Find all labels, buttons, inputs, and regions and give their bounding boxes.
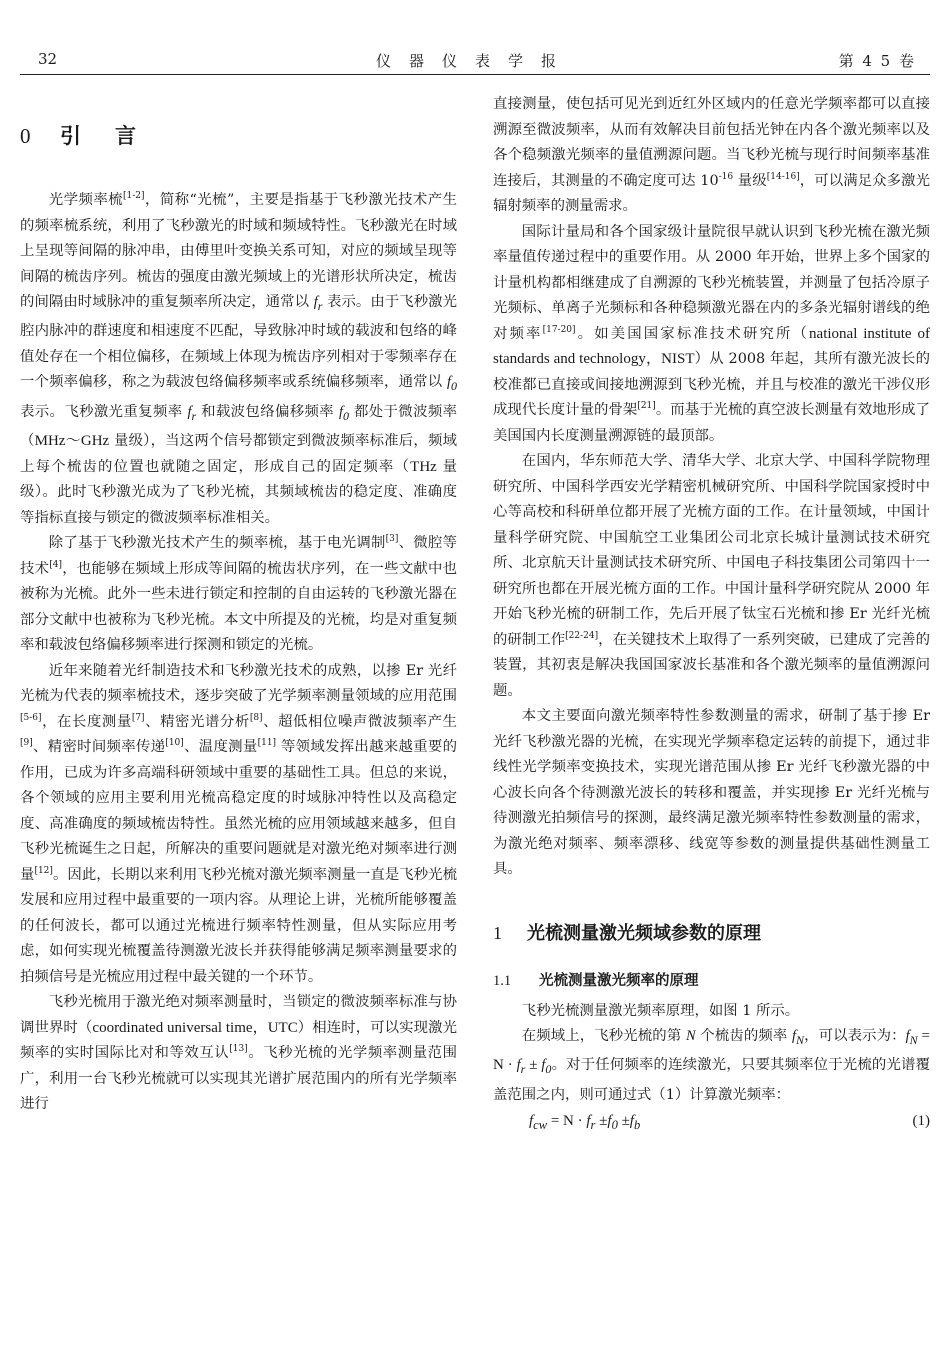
section-number: 1 [493,922,502,943]
citation: [11] [257,738,277,749]
citation: [9] [20,738,33,749]
citation: [8] [249,712,263,723]
subsection-heading-1-1 [493,969,930,993]
paragraph: 除了基于飞秒激光技术产生的频率梳，基于电光调制[3]、微腔等技术[4]，也能够在频域上形成等间隔的梳齿状序列，在一些文献中也被称为光梳。此外一些未进行锁定和控制的自由运转的飞秒激光器在部分文献中也被称为飞秒光梳。本文中所提及的光梳，均是对重复频率和载波包络偏移频率进行探测和锁定的光梳。 [20,534,457,654]
paragraph: 本文主要面向激光频率特性参数测量的需求，研制了基于掺 Er 光纤飞秒激光器的光梳，在实现光学频率稳定运转的前提下，通过非线性光学频率变换技术，实现光谱范围从掺 Er 光纤飞秒激光器的中心波长向各个待测激光波长的转移和覆盖，并实现掺 Er 光纤光梳与待测激光拍频信号的探测，最终满足激光频率特性参数测量的需求，为激光绝对频率、频率漂移、线宽等参数的测量提供基础性测量工具。 [493,708,930,877]
page-header [20,40,930,75]
subsection-number: 1.1 [493,972,512,989]
exponent: -16 [718,171,734,182]
page-number: 32 [38,50,58,68]
paragraph: 飞秒光梳测量激光频率原理，如图 1 所示。 [521,1002,800,1019]
citation: [17-20] [542,324,576,335]
subsection-title: 光梳测量激光频率的原理 [539,972,699,989]
citation: [21] [637,401,656,412]
journal-title: 仪器仪表学报 [375,52,574,70]
paragraph: 国际计量局和各个国家级计量院很早就认识到飞秒光梳在激光频率量值传递过程中的重要作用。从 2000 年开始，世界上多个国家的计量机构都相继建成了自溯源的飞秒光梳装置，并测量了包括冷原子光频标、单离子光频标和各种稳频激光器在内的多条光辐射谱线的绝对频率[17-20]。如美国国家标准技术研究所（national institute of standards and technology，NIST）从 2008 年起，其所有激光波长的校准都已直接或间接地溯源到飞秒光梳，并且与校准的激光干涉仪形成现代长度计量的骨架[21]。而基于光梳的真空波长测量有效地形成了美国国内长度测量溯源链的最顶部。 [493,223,930,444]
equation-1: $f_{cw} = N \cdot f_r \pm f_0 \pm f_b$ (1) [493,1108,930,1134]
paragraph: 在国内，华东师范大学、清华大学、北京大学、中国科学院物理研究所、中国科学西安光学精密机械研究所、中国科学院国家授时中心等高校和科研单位都开展了光梳方面的工作。在计量领域，中国计量科学研究院、中国航空工业集团公司北京长城计量测试技术研究所、北京航天计量测试技术研究所、中国电子科技集团公司第四十一研究所也都在开展光梳方面的工作。中国计量科学研究院从 2000 年开始飞秒光梳的研制工作，先后开展了钛宝石光梳和掺 Er 光纤光梳的研制工作[22-24]，在关键技术上取得了一系列突破，已建成了完善的装置，其初衷是解决我国国家波长基准和各个激光频率的量值溯源问题。 [493,453,930,699]
citation: [14-16] [766,171,800,182]
paragraph: 在频域上，飞秒光梳的第 N 个梳齿的频率 $f_N$，可以表示为：$f_N = N \cdot f_r \pm f_0$。对于任何频率的连续激光，只要其频率位于光梳的光谱覆盖范围之内，则可通过式（1）计算激光频率： [493,1028,930,1103]
citation: [5-6] [20,712,42,723]
citation: [3] [385,534,399,545]
paragraph: 光学频率梳[1-2]，简称“光梳”，主要是指基于飞秒激光技术产生的频率梳系统，利用了飞秒激光的时域和频域特性。飞秒激光在时域上呈现等间隔的脉冲串，由傅里叶变换关系可知，对应的频域呈现等间隔的梳齿序列。梳齿的强度由激光频域上的光谱形状所决定，梳齿的间隔由时域脉冲的重复频率所决定，通常以 $f_r$ 表示。由于飞秒激光腔内脉冲的群速度和相速度不匹配，导致脉冲时域的载波和包络的峰值处存在一个相位偏移，在频域上体现为梳齿序列相对于零频率存在一个频率偏移，称之为载波包络偏移频率或系统偏移频率，通常以 $f_0$ 表示。飞秒激光重复频率 $f_r$ 和载波包络偏移频率 $f_0$ 都处于微波频率（MHz～GHz 量级），当这两个信号都锁定到微波频率标准后，频域上每个梳齿的位置也就随之固定，形成自己的固定频率（THz 量级）。此时飞秒激光成为了飞秒光梳，其频域梳齿的稳定度、准确度等指标直接与锁定的微波频率标准相关。 [20,191,458,526]
right-column [493,92,930,1134]
citation: [1-2] [123,191,145,202]
citation: [4] [49,559,63,570]
volume-label: 第 4 5 卷 [838,52,916,70]
section-heading-1 [493,919,930,945]
paragraph: 直接测量，使包括可见光到近红外区域内的任意光学频率都可以直接溯源至微波频率，从而有效解决目前包括光钟在内各个激光频率以及各个稳频激光频率的量值溯源问题。当飞秒光梳与现行时间频率基准连接后，其测量的不确定度可达 $10^{-16}$ 量级[14-16]，可以满足众多激光辐射频率的测量需求。 [493,96,930,214]
section-title: 光梳测量激光频域参数的原理 [527,922,761,944]
section-title: 引言 [60,124,170,148]
citation: [13] [229,1044,248,1055]
section-number: 0 [20,124,32,148]
paragraph: 飞秒光梳用于激光绝对频率测量时，当锁定的微波频率标准与协调世界时（coordinated universal time，UTC）相连时，可以实现激光频率的实时国际比对和等效互认[13]。飞秒光梳的光学频率测量范围广，利用一台飞秒光梳就可以实现其光谱扩展范围内的所有光学频率进行 [20,994,457,1113]
citation: [12] [34,865,53,876]
equation-number: (1) [912,1113,930,1130]
section-heading-intro [20,120,457,160]
citation: [10] [165,738,184,749]
citation: [7] [131,712,145,723]
left-column [20,92,457,1118]
paragraph: 近年来随着光纤制造技术和飞秒激光技术的成熟，以掺 Er 光纤光梳为代表的频率梳技术，逐步突破了光学频率测量领域的应用范围[5-6]，在长度测量[7]、精密光谱分析[8]、超低相位噪声微波频率产生[9]、精密时间频率传递[10]、温度测量[11] 等领域发挥出越来越重要的作用，已成为许多高端科研领域中重要的基础性工具。但总的来说，各个领域的应用主要利用光梳高稳定度的时域脉冲特性以及高稳定度、高准确度的频域梳齿特性。虽然光梳的应用领域越来越多，但自飞秒光梳诞生之日起，所解决的重要问题就是对激光绝对频率进行测量[12]。因此，长期以来利用飞秒光梳对激光频率测量一直是飞秒光梳发展和应用过程中最重要的一项内容。从理论上讲，光梳所能够覆盖的任何波长，都可以通过光梳进行频率特性测量，但从实际应用考虑，如何实现光梳覆盖待测激光波长并获得能够满足频率测量要求的拍频信号是光梳应用过程中最关键的一个环节。 [20,662,457,985]
citation: [22-24] [565,630,599,641]
